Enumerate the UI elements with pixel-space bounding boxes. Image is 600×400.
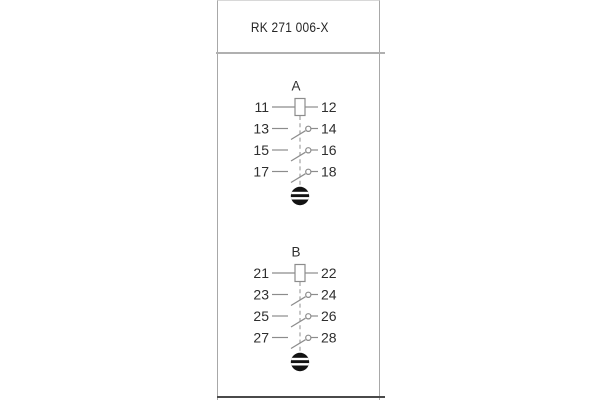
contact-blade-symbol <box>291 318 306 327</box>
relay-coil-symbol <box>295 265 305 282</box>
terminal-number-left: 15 <box>253 142 269 158</box>
contact-row <box>253 142 336 161</box>
contact-blade-symbol <box>291 131 306 140</box>
contact-pivot-symbol <box>306 292 311 297</box>
contact-pivot-symbol <box>306 314 311 319</box>
section-label: B <box>291 244 301 260</box>
section-b-contact-diagram <box>217 236 380 382</box>
contact-blade-symbol <box>291 297 306 306</box>
device-model-title: RK 271 006-X <box>251 19 329 35</box>
contact-pivot-symbol <box>306 148 311 153</box>
terminal-number-right: 26 <box>321 308 337 324</box>
contact-row <box>253 287 336 306</box>
contact-pivot-symbol <box>306 169 311 174</box>
contact-blade-symbol <box>291 174 306 183</box>
terminal-number-right: 14 <box>321 120 337 137</box>
section-label: A <box>291 78 301 94</box>
contact-pivot-symbol <box>306 335 311 340</box>
contact-row <box>253 164 336 183</box>
contact-row <box>253 330 336 349</box>
relay-coil-symbol <box>295 99 305 116</box>
coil-row <box>253 265 336 282</box>
terminal-number-left: 25 <box>253 308 269 324</box>
terminal-number-right: 16 <box>321 142 337 158</box>
terminal-number-left: 27 <box>253 329 269 346</box>
terminal-number-left: 23 <box>253 286 269 303</box>
manual-test-actuator-icon <box>289 353 311 371</box>
manual-test-actuator-icon <box>289 187 311 205</box>
section-a-contact-diagram <box>217 70 380 216</box>
terminal-number-left: 13 <box>253 120 269 137</box>
terminal-number-left: 17 <box>253 163 269 180</box>
terminal-number-right: 24 <box>321 286 337 303</box>
terminal-number-right: 22 <box>321 265 337 281</box>
title-box <box>217 19 363 37</box>
panel-bottom-bar <box>217 396 385 398</box>
terminal-number-right: 18 <box>321 163 337 180</box>
contact-pivot-symbol <box>306 126 311 131</box>
terminal-number-left: 21 <box>253 265 269 281</box>
contact-row <box>253 121 336 140</box>
contact-blade-symbol <box>291 152 306 161</box>
contact-row <box>253 308 336 327</box>
contact-blade-symbol <box>291 340 306 349</box>
coil-row <box>254 99 336 116</box>
title-divider-line <box>216 52 385 54</box>
terminal-number-right: 28 <box>321 329 337 346</box>
terminal-number-right: 12 <box>321 99 337 115</box>
terminal-number-left: 11 <box>254 99 269 115</box>
